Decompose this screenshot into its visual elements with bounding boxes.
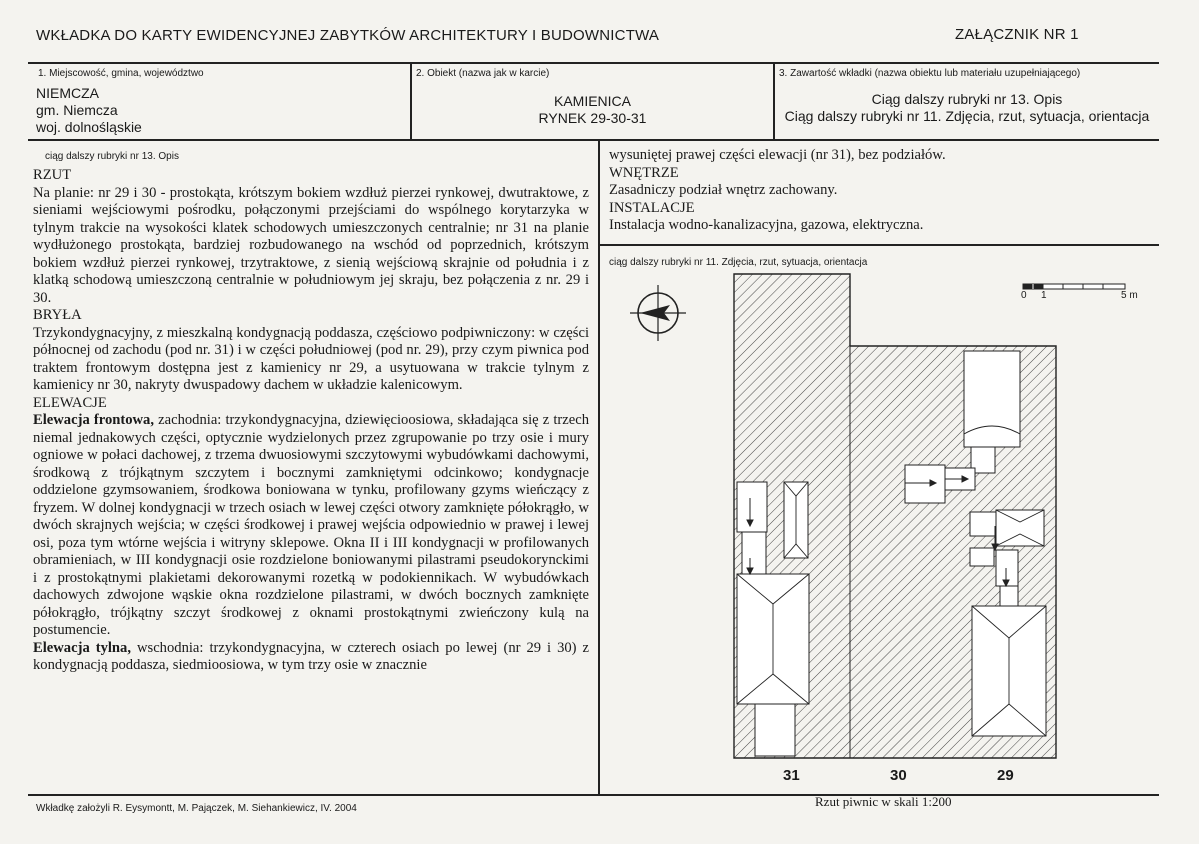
heading-instalacje: INSTALACJE bbox=[609, 199, 695, 216]
paragraph-front bbox=[33, 412, 589, 640]
rear-lead: Elewacja tylna, bbox=[33, 639, 131, 656]
plan-caption: Rzut piwnic w skali 1:200 bbox=[815, 794, 952, 809]
box3-line2: Ciąg dalszy rubryki nr 11. Zdjęcia, rzut, sytuacja, orientacja bbox=[784, 108, 1150, 124]
top-rule bbox=[28, 62, 1159, 64]
house-number-29: 29 bbox=[997, 767, 1014, 784]
box2-values bbox=[412, 93, 773, 127]
heading-rzut: RZUT bbox=[33, 167, 72, 183]
heading-wnetrze: WNĘTRZE bbox=[609, 164, 679, 181]
box1-line1: NIEMCZA bbox=[36, 85, 99, 101]
box2-label: 2. Obiekt (nazwa jak w karcie) bbox=[416, 68, 550, 79]
scale-label-0: 0 bbox=[1021, 290, 1027, 301]
document-title: WKŁADKA DO KARTY EWIDENCYJNEJ ZABYTKÓW ARCHITEKTURY I BUDOWNICTWA bbox=[36, 27, 660, 44]
front-lead: Elewacja frontowa, bbox=[33, 412, 155, 428]
right-caption: ciąg dalszy rubryki nr 11. Zdjęcia, rzut, sytuacja, orientacja bbox=[609, 257, 868, 268]
heading-bryla: BRYŁA bbox=[33, 307, 82, 323]
box2-line1: KAMIENICA bbox=[553, 93, 631, 109]
attachment-label: ZAŁĄCZNIK NR 1 bbox=[955, 26, 1079, 43]
right-section-rule bbox=[598, 244, 1159, 246]
box3-line1: Ciąg dalszy rubryki nr 13. Opis bbox=[871, 91, 1063, 107]
left-caption: ciąg dalszy rubryki nr 13. Opis bbox=[45, 151, 179, 162]
continuation-text bbox=[609, 147, 1154, 235]
scale-bar bbox=[1023, 284, 1125, 289]
box2-line2: RYNEK 29-30-31 bbox=[538, 110, 647, 126]
box1-values bbox=[36, 85, 142, 136]
front-text: zachodnia: trzykondygnacyjna, dziewięcioosiowa, składająca się z trzech niemal jednakowych części, optycznie wydzielonych przez zgrupowanie po trzy osie i mury ogniowe w połaci dachowej, z trzema dwuosiowymi szczytowymi wybudówkami dachowymi, środkową z trójkątnym szczytem i bocznymi zamkniętymi odcinkowo; kondygnacje oddzielone gzymsowaniem, środkowa boniowana w tynku, profilowany gzyms wieńczący z fryzem. W dolnej kondygnacji w trzech osiach w lewej części otwory zamknięte półokrągło, w dwóch skrajnych wejścia; w części środkowej i prawej wejścia odpowiednio w prawej i lewej osi, poza tym wtórne wejścia i witryny sklepowe. Okna II i III kondygnacji w profilowanych obramieniach, w III kondygnacji osie rozdzielone boniowanymi pilastrami pseudokorynckimi i z prostokątnymi plakietami dekorowanymi rozetką w podokiennikach. W wybudówkach dachowych zdwojone wąskie okna rozdzielone pilastrami, w dwóch bocznych zamknięte półokrągło, trójkątny szczyt środkowej z oknami prostokątnymi zwieńczony kulą na postumencie. bbox=[33, 412, 590, 638]
description-text bbox=[33, 167, 589, 675]
house-number-31: 31 bbox=[783, 767, 800, 784]
box1-line2: gm. Niemcza bbox=[36, 102, 118, 118]
box1-line3: woj. dolnośląskie bbox=[36, 119, 142, 135]
box3-values bbox=[775, 91, 1159, 125]
north-arrow-icon bbox=[630, 285, 686, 341]
rear-text: wschodnia: trzykondygnacyjna, w czterech osiach po lewej (nr 29 i 30) z kondygnacją poddasza, siedmioosiowa, w tym trzy osie w znacznie bbox=[33, 639, 589, 673]
scale-label-5: 5 m bbox=[1121, 290, 1138, 301]
heading-elewacje: ELEWACJE bbox=[33, 394, 107, 411]
box1-label: 1. Miejscowość, gmina, województwo bbox=[38, 68, 204, 79]
paragraph-rzut: Na planie: nr 29 i 30 - prostokąta, krótszym bokiem wzdłuż pierzei rynkowej, dwutraktowe, z sieniami wejściowymi pośrodku, połączonymi przejściami do wspólnego korytarzyka w tylnym trakcie na wysokości klatek schodowych umieszczonych centralnie; nr 31 na planie wydłużonego prostokąta, bardziej rozbudowanego na wschód od poprzednich, krótszym bokiem wzdłuż pierzei rynkowej, trzytraktowe, z sienią wejściową skrajnie od południa i z klatką schodową umieszczoną centralnie w południowym jej skraju, bez połączenia z nr. 29 i 30. bbox=[33, 184, 589, 306]
paragraph-cont: wysuniętej prawej części elewacji (nr 31), bez podziałów. bbox=[609, 147, 946, 163]
paragraph-bryla: Trzykondygnacyjny, z mieszkalną kondygnacją poddasza, częściowo podpiwniczony: w części północnej od zachodu (pod nr. 31) i w części południowej (pod nr. 29), przy czym piwnica pod traktem frontowym dostępna jest z kamienicy nr 29, a usytuowana w trakcie tylnym z kamienicy nr 30, nakryty dwuspadowy dachem w układzie kalenicowym. bbox=[33, 324, 589, 393]
scale-label-1: 1 bbox=[1041, 290, 1047, 301]
paragraph-instalacje: Instalacja wodno-kanalizacyjna, gazowa, elektryczna. bbox=[609, 217, 924, 233]
paragraph-wnetrze: Zasadniczy podział wnętrz zachowany. bbox=[609, 182, 838, 198]
paragraph-rear bbox=[33, 640, 589, 675]
house-number-30: 30 bbox=[890, 767, 907, 784]
bottom-rule bbox=[28, 794, 1159, 796]
boxes-bottom-rule bbox=[28, 139, 1159, 141]
basement-plan-drawing bbox=[600, 268, 1158, 794]
box3-label: 3. Zawartość wkładki (nazwa obiektu lub materiału uzupełniającego) bbox=[779, 68, 1081, 79]
authors-note: Wkładkę założyli R. Eysymontt, M. Pajączek, M. Siehankiewicz, IV. 2004 bbox=[36, 803, 357, 814]
